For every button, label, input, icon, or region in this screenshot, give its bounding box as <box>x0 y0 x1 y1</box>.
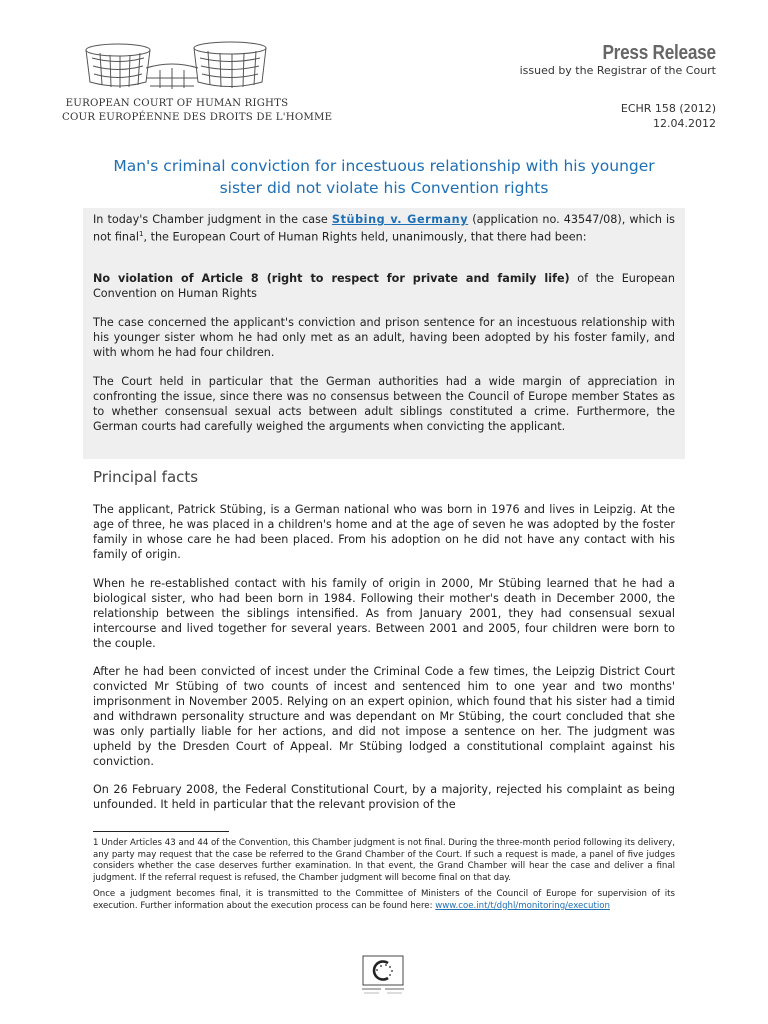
facts-paragraph-1: The applicant, Patrick Stübing, is a German national who was born in 1976 and lives in Leipzig. At the age of three, he was placed in a children's home and at the age of seven he was adopted by the foster family in whose care he had been placed. From his adoption on he did not have any contact with his family of origin. <box>93 503 675 561</box>
footnote-2-text: Once a judgment becomes final, it is transmitted to the Committee of Ministers of the Council of Europe for supervision of its execution. Further information about the execution process can be found here: <box>93 889 675 911</box>
court-name-en: EUROPEAN COURT OF HUMAN RIGHTS <box>65 98 289 109</box>
facts-paragraph-4: On 26 February 2008, the Federal Constitutional Court, by a majority, rejected his complaint as being unfounded. It held in particular that the relevant provision of the <box>93 783 675 811</box>
press-release-title: Press Release <box>602 42 716 64</box>
court-building-icon <box>80 38 280 96</box>
summary-p2-text: of the European Convention on Human Rights <box>93 272 675 300</box>
release-date: 12.04.2012 <box>653 117 716 130</box>
footnote-1: 1 Under Articles 43 and 44 of the Convention, this Chamber judgment is not final. During the three-month period following its delivery, any party may request that the case be referred to the Grand Chamber of the Court. If such a request is made, a panel of five judges considers whether the case deserves further examination. In that event, the Grand Chamber will hear the case and deliver a final judgment. If the referral request is refused, the Chamber judgment will become final on that day. <box>93 838 675 883</box>
footnote-divider <box>93 831 229 832</box>
execution-link[interactable]: www.coe.int/t/dghl/monitoring/execution <box>435 900 610 911</box>
section-heading-principal-facts: Principal facts <box>93 468 199 486</box>
reference-number: ECHR 158 (2012) <box>620 102 716 115</box>
summary-p1-text-3: , the European Court of Human Rights held, unanimously, that there had been: <box>143 230 587 244</box>
page-title: Man's criminal conviction for incestuous relationship with his younger sister did not violate his Convention rights <box>113 157 655 197</box>
facts-paragraph-3: After he had been convicted of incest under the Criminal Code a few times, the Leipzig District Court convicted Mr Stübing of two counts of incest and sentenced him to one year and two months' imprisonment in November 2005. Relying on an expert opinion, which found that his sister had a timid and withdrawn personality structure and was dependant on Mr Stübing, the court concluded that she was only partially liable for her actions, and did not impose a sentence on her. The judgment was upheld by the Dresden Court of Appeal. Mr Stübing lodged a constitutional complaint against his conviction. <box>93 665 675 768</box>
court-logo <box>62 38 333 128</box>
summary-p1-text-2: (application no. 43547/08), which is not final <box>93 213 675 244</box>
council-of-europe-logo <box>354 955 412 997</box>
summary-paragraph-4: The Court held in particular that the German authorities had a wide margin of appreciation in confronting the issue, since there was no consensus between the Council of Europe member States as to whether consensual sexual acts between adult siblings constituted a crime. Furthermore, the German courts had carefully weighed the arguments when convicting the applicant. <box>93 375 675 433</box>
summary-paragraph-2 <box>93 271 675 301</box>
footnote-2 <box>93 889 675 912</box>
council-of-europe-icon <box>354 955 412 997</box>
summary-paragraph-1 <box>93 212 675 245</box>
summary-paragraph-3: The case concerned the applicant's conviction and prison sentence for an incestuous relationship with his younger sister whom he had only met as an adult, having been adopted by his foster family, and with whom he had four children. <box>93 316 675 359</box>
footnote-mark[interactable]: 1 <box>138 230 144 238</box>
reference-block <box>621 101 716 131</box>
facts-paragraph-2: When he re-established contact with his family of origin in 2000, Mr Stübing learned that he had a biological sister, who had been born in 1984. Following their mother's death in December 2000, the relationship between the siblings intensified. As from January 2001, they had consensual sexual intercourse and lived together for several years. Between 2001 and 2005, four children were born to the couple. <box>93 577 675 650</box>
case-link[interactable]: Stübing v. Germany <box>331 213 469 226</box>
issued-by: issued by the Registrar of the Court <box>519 64 716 77</box>
court-name-fr: COUR EUROPÉENNE DES DROITS DE L'HOMME <box>62 112 333 123</box>
violation-heading: No violation of Article 8 (right to respect for private and family life) <box>93 272 570 285</box>
summary-p1-text: In today's Chamber judgment in the case <box>93 213 332 226</box>
